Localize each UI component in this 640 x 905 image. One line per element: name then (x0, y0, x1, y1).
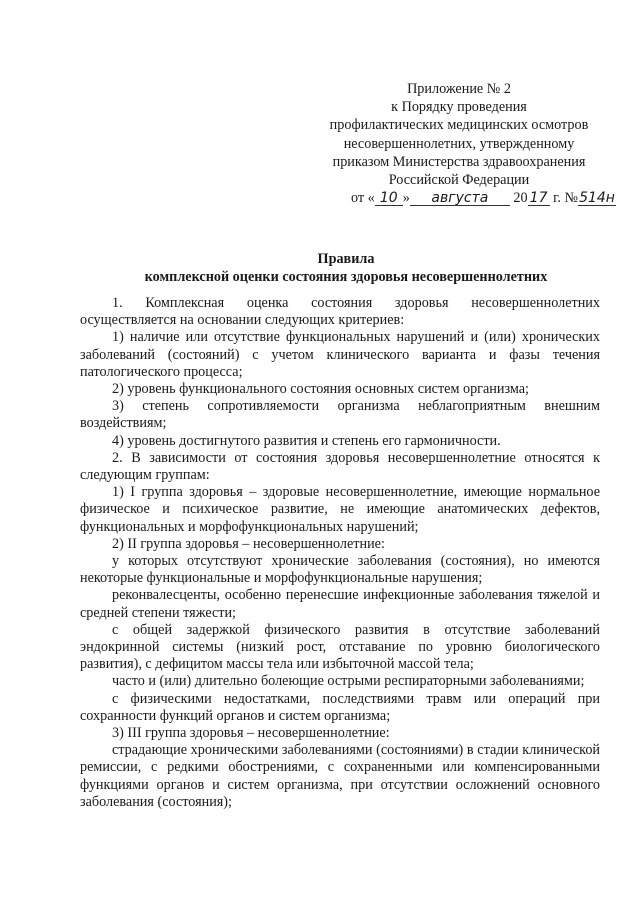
paragraph: 4) уровень достигнутого развития и степень его гармоничности. (112, 432, 501, 449)
paragraph: 2) уровень функционального состояния основных систем организма; (112, 381, 529, 398)
order-date-line (300, 189, 616, 207)
paragraph: 1) I группа здоровья – здоровые несовершеннолетние, имеющие нормальное физическое и психическое развитие, не имеющие анатомических дефектов, функциональных и морфофункциональных нарушений; (80, 484, 600, 535)
date-mid: » (402, 190, 410, 207)
title-line-1: Правила (317, 251, 375, 267)
date-year: 17 (528, 191, 550, 206)
appendix-line-4: несовершеннолетних, утвержденному (343, 135, 575, 152)
appendix-line-2: к Порядку проведения (391, 99, 527, 116)
date-month: августа (410, 191, 510, 206)
appendix-line-5: приказом Министерства здравоохранения (332, 153, 586, 170)
appendix-line-3: профилактических медицинских осмотров (329, 117, 589, 134)
paragraph: 3) степень сопротивляемости организма неблагоприятным внешним воздействиям; (80, 398, 600, 432)
title-line-2: комплексной оценки состояния здоровья несовершеннолетних (144, 269, 548, 285)
order-number: 514н (579, 190, 615, 207)
date-day: 10 (375, 191, 403, 206)
paragraph: часто и (или) длительно болеющие острыми респираторными заболеваниями; (112, 673, 585, 690)
paragraph: с физическими недостатками, последствиями травм или операций при сохранности функций органов и систем организма; (80, 690, 600, 724)
appendix-number: Приложение № 2 (407, 81, 511, 97)
paragraph: с общей задержкой физического развития в отсутствие заболеваний эндокринной системы (низкий рост, отставание по уровню биологического развития), с дефицитом массы тела или избыточной массой тела; (80, 621, 600, 673)
paragraph: 2. В зависимости от состояния здоровья несовершеннолетние относятся к следующим группам: (80, 449, 600, 484)
paragraph: реконвалесценты, особенно перенесшие инфекционные заболевания тяжелой и средней степени тяжести; (80, 587, 600, 621)
paragraph: страдающие хроническими заболеваниями (состояниями) в стадии клинической ремиссии, с редкими обострениями, с сохраненными или компенсированными функциями органов и систем организма, при отсутствии осложнений основного заболевания (состояния); (80, 742, 600, 810)
paragraph: у которых отсутствуют хронические заболевания (состояния), но имеются некоторые функциональные и морфофункциональные нарушения; (80, 553, 600, 587)
document-body (80, 295, 600, 811)
appendix-header (300, 80, 618, 207)
paragraph: 2) II группа здоровья – несовершеннолетние: (112, 535, 385, 552)
order-number-label: г. № (549, 190, 578, 207)
document-title (80, 250, 612, 286)
paragraph: 1) наличие или отсутствие функциональных нарушений и (или) хронических заболеваний (состояний) с учетом клинического варианта и фазы течения патологического процесса; (80, 329, 600, 380)
date-year-prefix: 20 (513, 190, 528, 207)
date-prefix: от « (351, 190, 375, 207)
appendix-line-6: Российской Федерации (388, 172, 530, 189)
paragraph: 3) III группа здоровья – несовершеннолетние: (112, 725, 390, 742)
paragraph: 1. Комплексная оценка состояния здоровья несовершеннолетних осуществляется на основании следующих критериев: (80, 295, 600, 329)
